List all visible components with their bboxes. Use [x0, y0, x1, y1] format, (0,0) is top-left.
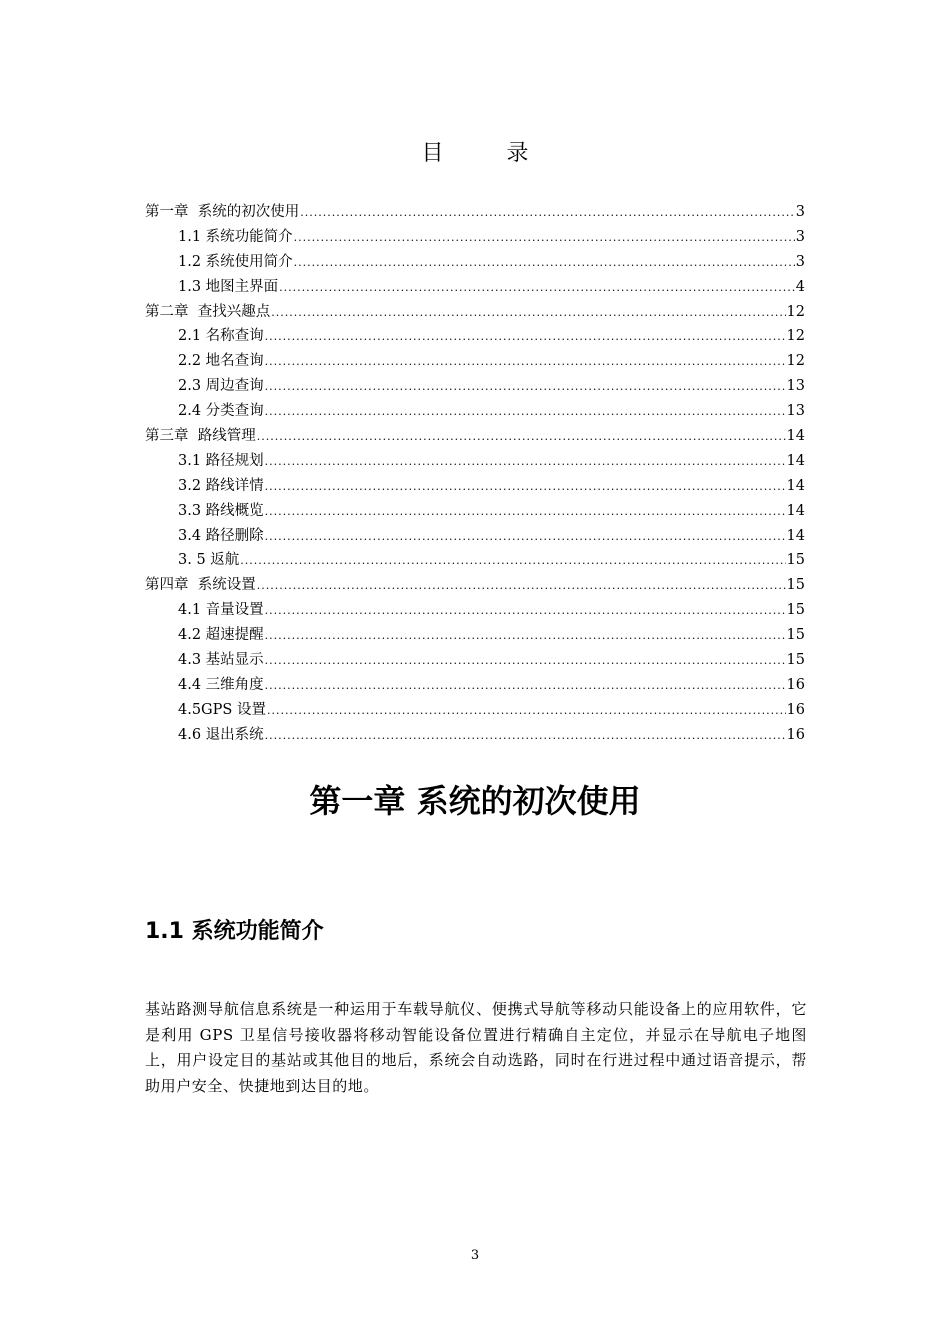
toc-entry-label: 4.3 基站显示 [178, 652, 264, 669]
toc-entry-page: 16 [786, 676, 805, 693]
toc-entry-label: 第四章 系统设置 [145, 577, 256, 594]
toc-entry-label: 3.1 路径规划 [178, 452, 264, 469]
toc-entry-label: 4.1 音量设置 [178, 602, 264, 619]
toc-leader-dots [294, 226, 795, 251]
toc-leader-dots [265, 350, 786, 375]
toc-entry[interactable] [145, 598, 805, 623]
toc-entry[interactable] [145, 499, 805, 524]
toc-title: 目 录 [421, 141, 557, 166]
toc-entry[interactable] [145, 648, 805, 673]
toc-leader-dots [265, 674, 786, 699]
toc-entry-label: 3. 5 返航 [178, 552, 240, 569]
toc-entry[interactable] [145, 673, 805, 698]
toc-leader-dots [265, 475, 786, 500]
toc-entry-page: 13 [786, 378, 805, 395]
toc-entry[interactable] [145, 250, 805, 275]
table-of-contents [145, 200, 805, 748]
toc-entry[interactable] [145, 324, 805, 349]
toc-leader-dots [265, 500, 786, 525]
toc-leader-dots [240, 549, 785, 574]
toc-entry[interactable] [145, 300, 805, 325]
toc-entry-label: 4.2 超速提醒 [178, 627, 264, 644]
toc-entry[interactable] [145, 399, 805, 424]
toc-entry-page: 15 [786, 602, 805, 619]
toc-entry[interactable] [145, 723, 805, 748]
toc-leader-dots [265, 450, 786, 475]
toc-leader-dots [265, 400, 786, 425]
toc-entry-label: 第一章 系统的初次使用 [145, 204, 300, 220]
toc-entry-label: 第三章 路线管理 [145, 428, 256, 445]
toc-entry-page: 15 [786, 552, 805, 569]
toc-entry-label: 1.1 系统功能简介 [178, 228, 293, 245]
toc-leader-dots [267, 699, 786, 724]
toc-leader-dots [300, 201, 795, 226]
toc-entry-page: 12 [786, 303, 805, 320]
toc-entry[interactable] [145, 200, 805, 225]
toc-entry[interactable] [145, 349, 805, 374]
toc-entry-page: 14 [786, 477, 805, 494]
toc-entry-label: 2.3 周边查询 [178, 378, 264, 395]
toc-entry-page: 15 [786, 577, 805, 594]
toc-entry[interactable] [145, 225, 805, 250]
toc-entry-page: 14 [786, 502, 805, 519]
toc-entry-label: 1.3 地图主界面 [178, 278, 279, 295]
toc-leader-dots [265, 325, 786, 350]
toc-entry-label: 4.6 退出系统 [178, 726, 264, 743]
toc-entry[interactable] [145, 548, 805, 573]
toc-entry-page: 12 [786, 353, 805, 370]
toc-entry-label: 2.1 名称查询 [178, 328, 264, 345]
toc-entry-page: 3 [795, 228, 805, 245]
page-number: 3 [470, 1248, 480, 1263]
toc-entry-page: 14 [786, 428, 805, 445]
toc-leader-dots [265, 624, 786, 649]
toc-leader-dots [265, 525, 786, 550]
toc-entry-page: 3 [795, 204, 805, 220]
toc-entry-page: 15 [786, 627, 805, 644]
toc-entry-label: 1.2 系统使用简介 [178, 253, 293, 270]
toc-entry-label: 第二章 查找兴趣点 [145, 303, 271, 320]
toc-entry[interactable] [145, 698, 805, 723]
toc-entry-label: 2.2 地名查询 [178, 353, 264, 370]
toc-entry-page: 12 [786, 328, 805, 345]
toc-entry-page: 4 [795, 278, 805, 295]
toc-entry-page: 16 [786, 726, 805, 743]
toc-entry[interactable] [145, 374, 805, 399]
toc-leader-dots [271, 301, 785, 326]
toc-entry[interactable] [145, 449, 805, 474]
toc-entry[interactable] [145, 623, 805, 648]
toc-leader-dots [257, 425, 786, 450]
toc-leader-dots [265, 599, 786, 624]
toc-leader-dots [265, 375, 786, 400]
toc-leader-dots [265, 724, 786, 749]
toc-entry[interactable] [145, 573, 805, 598]
toc-entry[interactable] [145, 474, 805, 499]
toc-entry-label: 4.4 三维角度 [178, 676, 264, 693]
toc-entry-label: 3.4 路径删除 [178, 527, 264, 544]
toc-leader-dots [265, 649, 786, 674]
toc-entry[interactable] [145, 524, 805, 549]
toc-entry-label: 3.2 路线详情 [178, 477, 264, 494]
toc-entry-page: 13 [786, 403, 805, 420]
section-body-text: 基站路测导航信息系统是一种运用于车载导航仪、便携式导航等移动只能设备上的应用软件，它是利用 GPS 卫星信号接收器将移动智能设备位置进行精确自主定位，并显示在导航电子地图上，用户设定目的基站或其他目的地后，系统会自动选路，同时在行进过程中通过语音提示，帮助用户安全、快捷地到达目的地。 [145, 1000, 807, 1095]
toc-entry-page: 15 [786, 652, 805, 669]
toc-entry-label: 4.5GPS 设置 [178, 701, 266, 718]
toc-entry-label: 3.3 路线概览 [178, 502, 264, 519]
toc-leader-dots [279, 276, 795, 301]
toc-entry-label: 2.4 分类查询 [178, 403, 264, 420]
section-heading: 1.1 系统功能简介 [145, 919, 324, 944]
toc-entry[interactable] [145, 275, 805, 300]
toc-entry[interactable] [145, 424, 805, 449]
toc-leader-dots [294, 251, 795, 276]
toc-entry-page: 14 [786, 527, 805, 544]
toc-entry-page: 16 [786, 701, 805, 718]
toc-leader-dots [257, 574, 786, 599]
toc-entry-page: 14 [786, 452, 805, 469]
toc-entry-page: 3 [795, 253, 805, 270]
chapter-heading: 第一章 系统的初次使用 [309, 782, 641, 820]
